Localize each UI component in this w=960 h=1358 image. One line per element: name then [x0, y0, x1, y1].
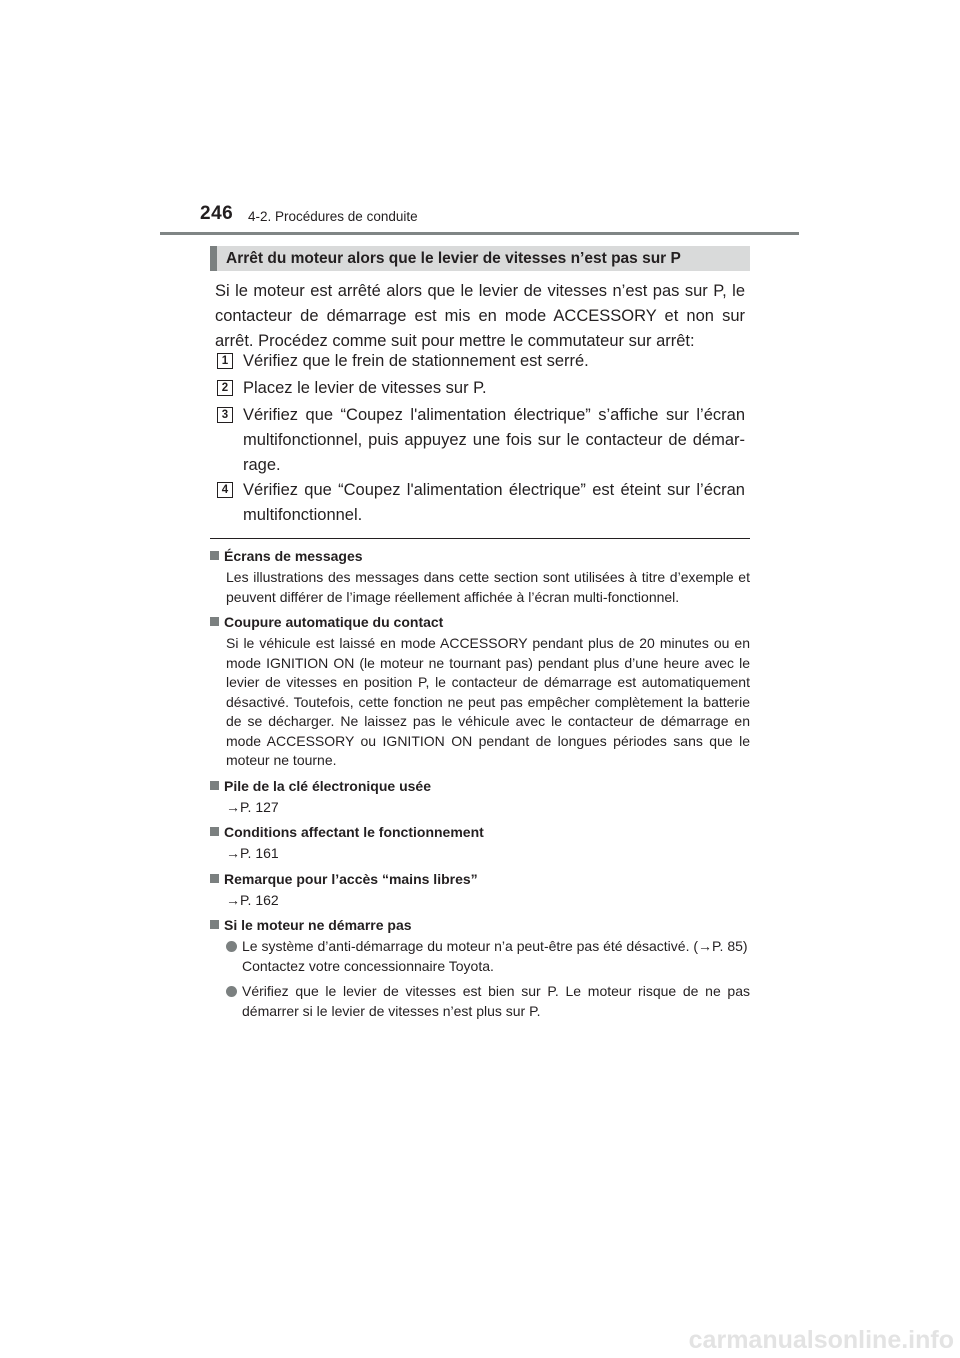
notes-section	[210, 546, 750, 1026]
note-title: Écrans de messages	[210, 546, 750, 566]
step-item	[215, 376, 745, 401]
step-text: Vérifiez que le frein de stationnement est serré.	[243, 352, 589, 370]
heading-text: Arrêt du moteur alors que le levier de vitesses n’est pas sur P	[226, 250, 681, 267]
note-title: Remarque pour l’accès “mains libres”	[210, 869, 750, 889]
page-reference-link[interactable]: →P. 162	[226, 891, 279, 908]
step-item	[215, 403, 745, 478]
note-messages	[210, 546, 750, 607]
note-title: Pile de la clé électronique usée	[210, 776, 750, 796]
section-title: 4-2. Procédures de conduite	[248, 209, 418, 224]
note-conditions	[210, 822, 750, 864]
step-text: Placez le levier de vitesses sur P.	[243, 379, 487, 397]
header-rule	[160, 232, 799, 235]
note-title: Coupure automatique du contact	[210, 612, 750, 632]
page-reference-link[interactable]: →P. 127	[226, 798, 279, 815]
square-bullet-icon	[210, 920, 219, 929]
step-text: Vérifiez que “Coupez l'alimentation électrique” est éteint sur l’écran multifonctionnel.	[243, 481, 745, 524]
note-battery	[210, 776, 750, 818]
note-auto-cut	[210, 612, 750, 771]
square-bullet-icon	[210, 781, 219, 790]
bullet-text: Le système d’anti-démarrage du moteur n’a peut-être pas été désactivé. (→P. 85)	[242, 938, 748, 954]
note-body: Les illustrations des messages dans cette section sont utilisées à titre d’exemple et peuvent différer de l’image réellement affichée à l’écran multi-fonctionnel.	[226, 569, 750, 605]
bullet-text: Vérifiez que le levier de vitesses est bien sur P. Le moteur risque de ne pas démarrer si le levier de vitesses n’est plus sur P.	[242, 983, 750, 1019]
step-text: Vérifiez que “Coupez l'alimentation électrique” s’affiche sur l’écran multifonctionnel, puis appuyez une fois sur le contacteur de démar-rage.	[243, 406, 745, 474]
heading-bar	[210, 246, 750, 271]
square-bullet-icon	[210, 874, 219, 883]
round-bullet-icon	[226, 986, 237, 997]
note-title: Si le moteur ne démarre pas	[210, 915, 750, 935]
step-number: 4	[217, 482, 233, 498]
square-bullet-icon	[210, 617, 219, 626]
watermark: carmanualsonline.info	[688, 1326, 954, 1354]
square-bullet-icon	[210, 827, 219, 836]
step-number: 1	[217, 353, 233, 369]
step-number: 2	[217, 380, 233, 396]
list-item	[226, 982, 750, 1021]
page-number: 246	[200, 203, 234, 224]
note-no-start	[210, 915, 750, 1021]
note-handsfree	[210, 869, 750, 911]
square-bullet-icon	[210, 551, 219, 560]
intro-paragraph: Si le moteur est arrêté alors que le levier de vitesses n’est pas sur P, le contacteur de démarrage est mis en mode ACCESSORY et non sur arrêt. Procédez comme suit pour mettre le commutateur sur arrêt:	[215, 282, 745, 350]
step-number: 3	[217, 407, 233, 423]
step-item	[215, 349, 745, 374]
section-divider	[210, 538, 750, 539]
step-item	[215, 478, 745, 528]
note-body: Si le véhicule est laissé en mode ACCESSORY pendant plus de 20 minutes ou en mode IGNITION ON (le moteur ne tournant pas) pendant plus d’une heure avec le levier de vitesses en position P, le contacteur de démarrage est automatiquement désactivé. Toutefois, cette fonction ne peut pas empêcher complètement la batterie de se décharger. Ne laissez pas le véhicule avec le contacteur de démarrage en mode ACCESSORY ou IGNITION ON pendant de longues périodes sans que le moteur ne tourne.	[226, 635, 750, 768]
bullet-text: Contactez votre concessionnaire Toyota.	[242, 957, 494, 974]
round-bullet-icon	[226, 941, 237, 952]
note-title: Conditions affectant le fonctionnement	[210, 822, 750, 842]
page-reference-link[interactable]: →P. 161	[226, 845, 279, 861]
list-item	[226, 937, 750, 976]
heading-accent	[210, 246, 217, 271]
